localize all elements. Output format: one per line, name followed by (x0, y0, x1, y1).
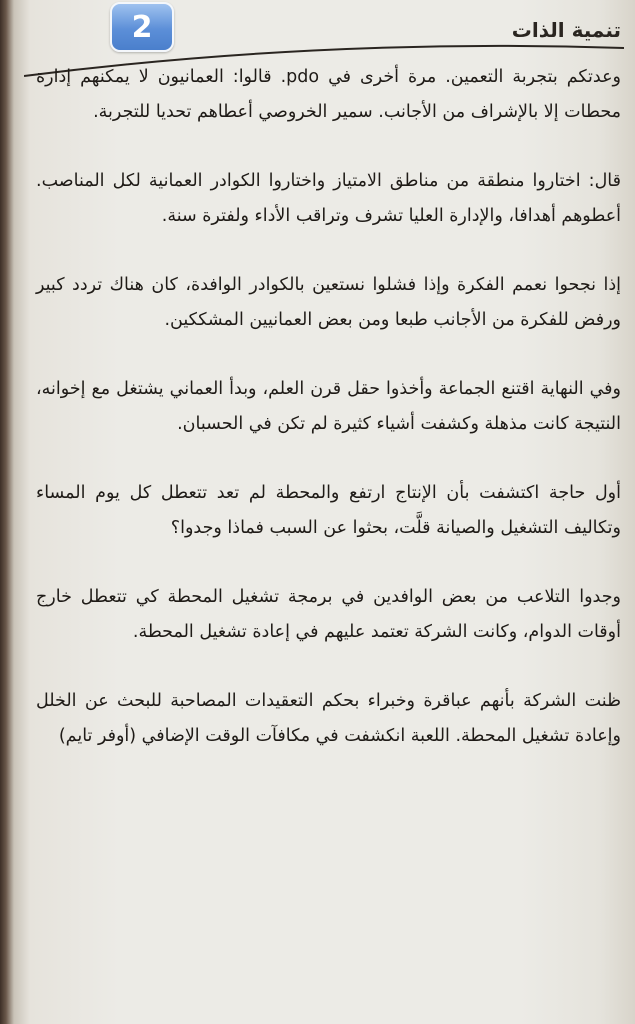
paragraph-3: إذا نجحوا نعمم الفكرة وإذا فشلوا نستعين بالكوادر الوافدة، كان هناك تردد كبير ورفض للفكرة من الأجانب طبعا ومن بعض العمانيين المشككين. (36, 275, 621, 330)
paragraph-5: أول حاجة اكتشفت بأن الإنتاج ارتفع والمحطة لم تعد تتعطل كل يوم المساء وتكاليف التشغيل والصيانة قلَّت، بحثوا عن السبب فماذا وجدوا؟ (36, 483, 621, 538)
paragraph-1: وعدتكم بتجربة التعمين. مرة أخرى في pdo. قالوا: العمانيون لا يمكنهم إدارة محطات إلا بالإشراف من الأجانب. سمير الخروصي أعطاهم تحديا للتجربة. (36, 67, 621, 122)
paragraph-2: قال: اختاروا منطقة من مناطق الامتياز واختاروا الكوادر العمانية لكل المناصب. أعطوهم أهدافا، والإدارة العليا تشرف وتراقب الأداء ولفترة سنة. (36, 171, 621, 226)
running-title: تنمية الذات (511, 18, 621, 42)
paragraph-4: وفي النهاية اقتنع الجماعة وأخذوا حقل قرن العلم، وبدأ العماني يشتغل مع إخوانه، النتيجة كانت مذهلة وكشفت أشياء كثيرة لم تكن في الحسبان. (36, 379, 621, 434)
paragraph-6: وجدوا التلاعب من بعض الوافدين في برمجة تشغيل المحطة كي تتعطل خارج أوقات الدوام، وكانت الشركة تعتمد عليهم في إعادة تشغيل المحطة. (36, 587, 621, 642)
body-text (36, 60, 621, 788)
paragraph-7: ظنت الشركة بأنهم عباقرة وخبراء بحكم التعقيدات المصاحبة للبحث عن الخلل وإعادة تشغيل المحطة. اللعبة انكشفت في مكافآت الوقت الإضافي (أوفر تايم) (36, 691, 621, 746)
page-number-badge: 2 (110, 2, 174, 52)
